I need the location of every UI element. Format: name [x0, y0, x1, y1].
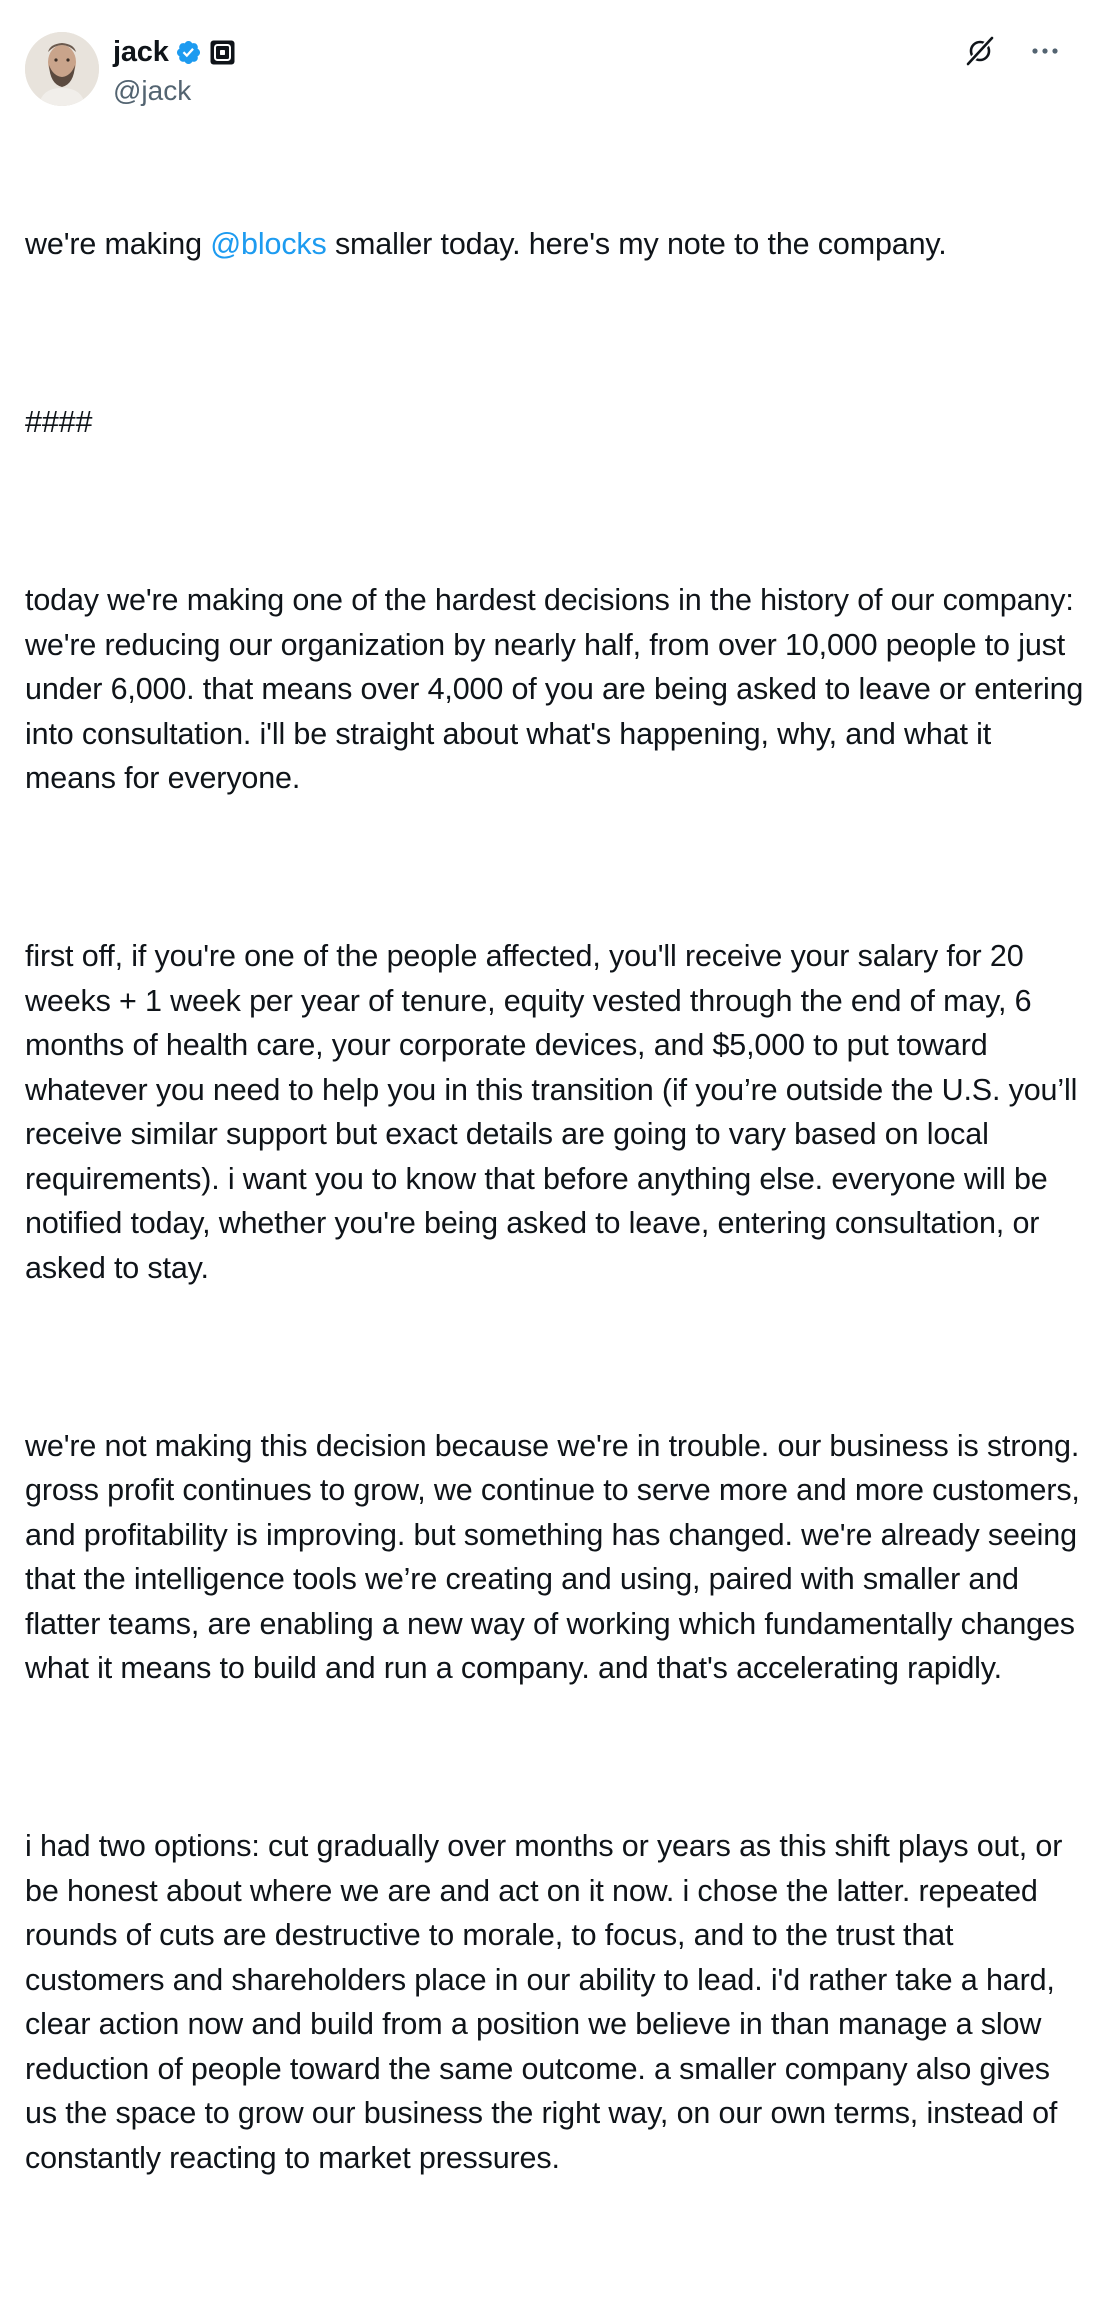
more-icon[interactable]: [1027, 34, 1063, 68]
paragraph: we're not making this decision because we're in trouble. our business is strong. gross profit continues to grow, we continue to serve more and more customers, and profitability is improving. but something has changed. we're already seeing that the intelligence tools we’re creating and using, paired with smaller and flatter teams, are enabling a new way of working which fundamentally changes what it means to build and run a company. and that's accelerating rapidly.: [25, 1428, 1089, 1685]
display-name[interactable]: jack: [113, 35, 169, 68]
intro-before: we're making: [25, 227, 211, 261]
mention-link[interactable]: @blocks: [210, 227, 327, 261]
paragraph: today we're making one of the hardest decisions in the history of our company: we're reducing our organization by nearly half, from over 10,000 people to just under 6,000. that means over 4,000 of you are being asked to leave or entering into consultation. i'll be straight about what's happening, why, and what it means for everyone.: [25, 583, 1092, 795]
paragraph: first off, if you're one of the people affected, you'll receive your salary for 20 weeks + 1 week per year of tenure, equity vested through the end of may, 6 months of health care, your corporate devices, and $5,000 to put toward whatever you need to help you in this transition (if you’re outside the U.S. you’ll receive similar support but exact details are going to vary based on local requirements). i want you to know that before anything else. everyone will be notified today, whether you're being asked to leave, entering consultation, or asked to stay.: [25, 939, 1086, 1285]
tweet-header: [25, 30, 1075, 110]
avatar-image: [25, 32, 99, 106]
tweet-text: [25, 133, 1092, 2314]
grok-icon[interactable]: [963, 34, 997, 68]
separator: ####: [25, 405, 93, 439]
author-names: [113, 30, 235, 108]
author-handle[interactable]: @jack: [113, 75, 192, 106]
tweet-intro: [25, 222, 1085, 267]
paragraph: i had two options: cut gradually over months or years as this shift plays out, or be honest about where we are and act on it now. i chose the latter. repeated rounds of cuts are destructive to morale, to focus, and to the trust that customers and shareholders place in our ability to lead. i'd rather take a hard, clear action now and build from a position we believe in than manage a slow reduction of people toward the same outcome. a smaller company also gives us the space to grow our business the right way, on our own terms, instead of constantly reacting to market pressures.: [25, 1829, 1071, 2175]
verified-badge-icon[interactable]: [175, 39, 202, 66]
block-logo-icon[interactable]: [210, 40, 235, 65]
avatar[interactable]: [25, 32, 99, 106]
intro-after: smaller today. here's my note to the company.: [326, 227, 947, 261]
name-row: [113, 30, 235, 74]
